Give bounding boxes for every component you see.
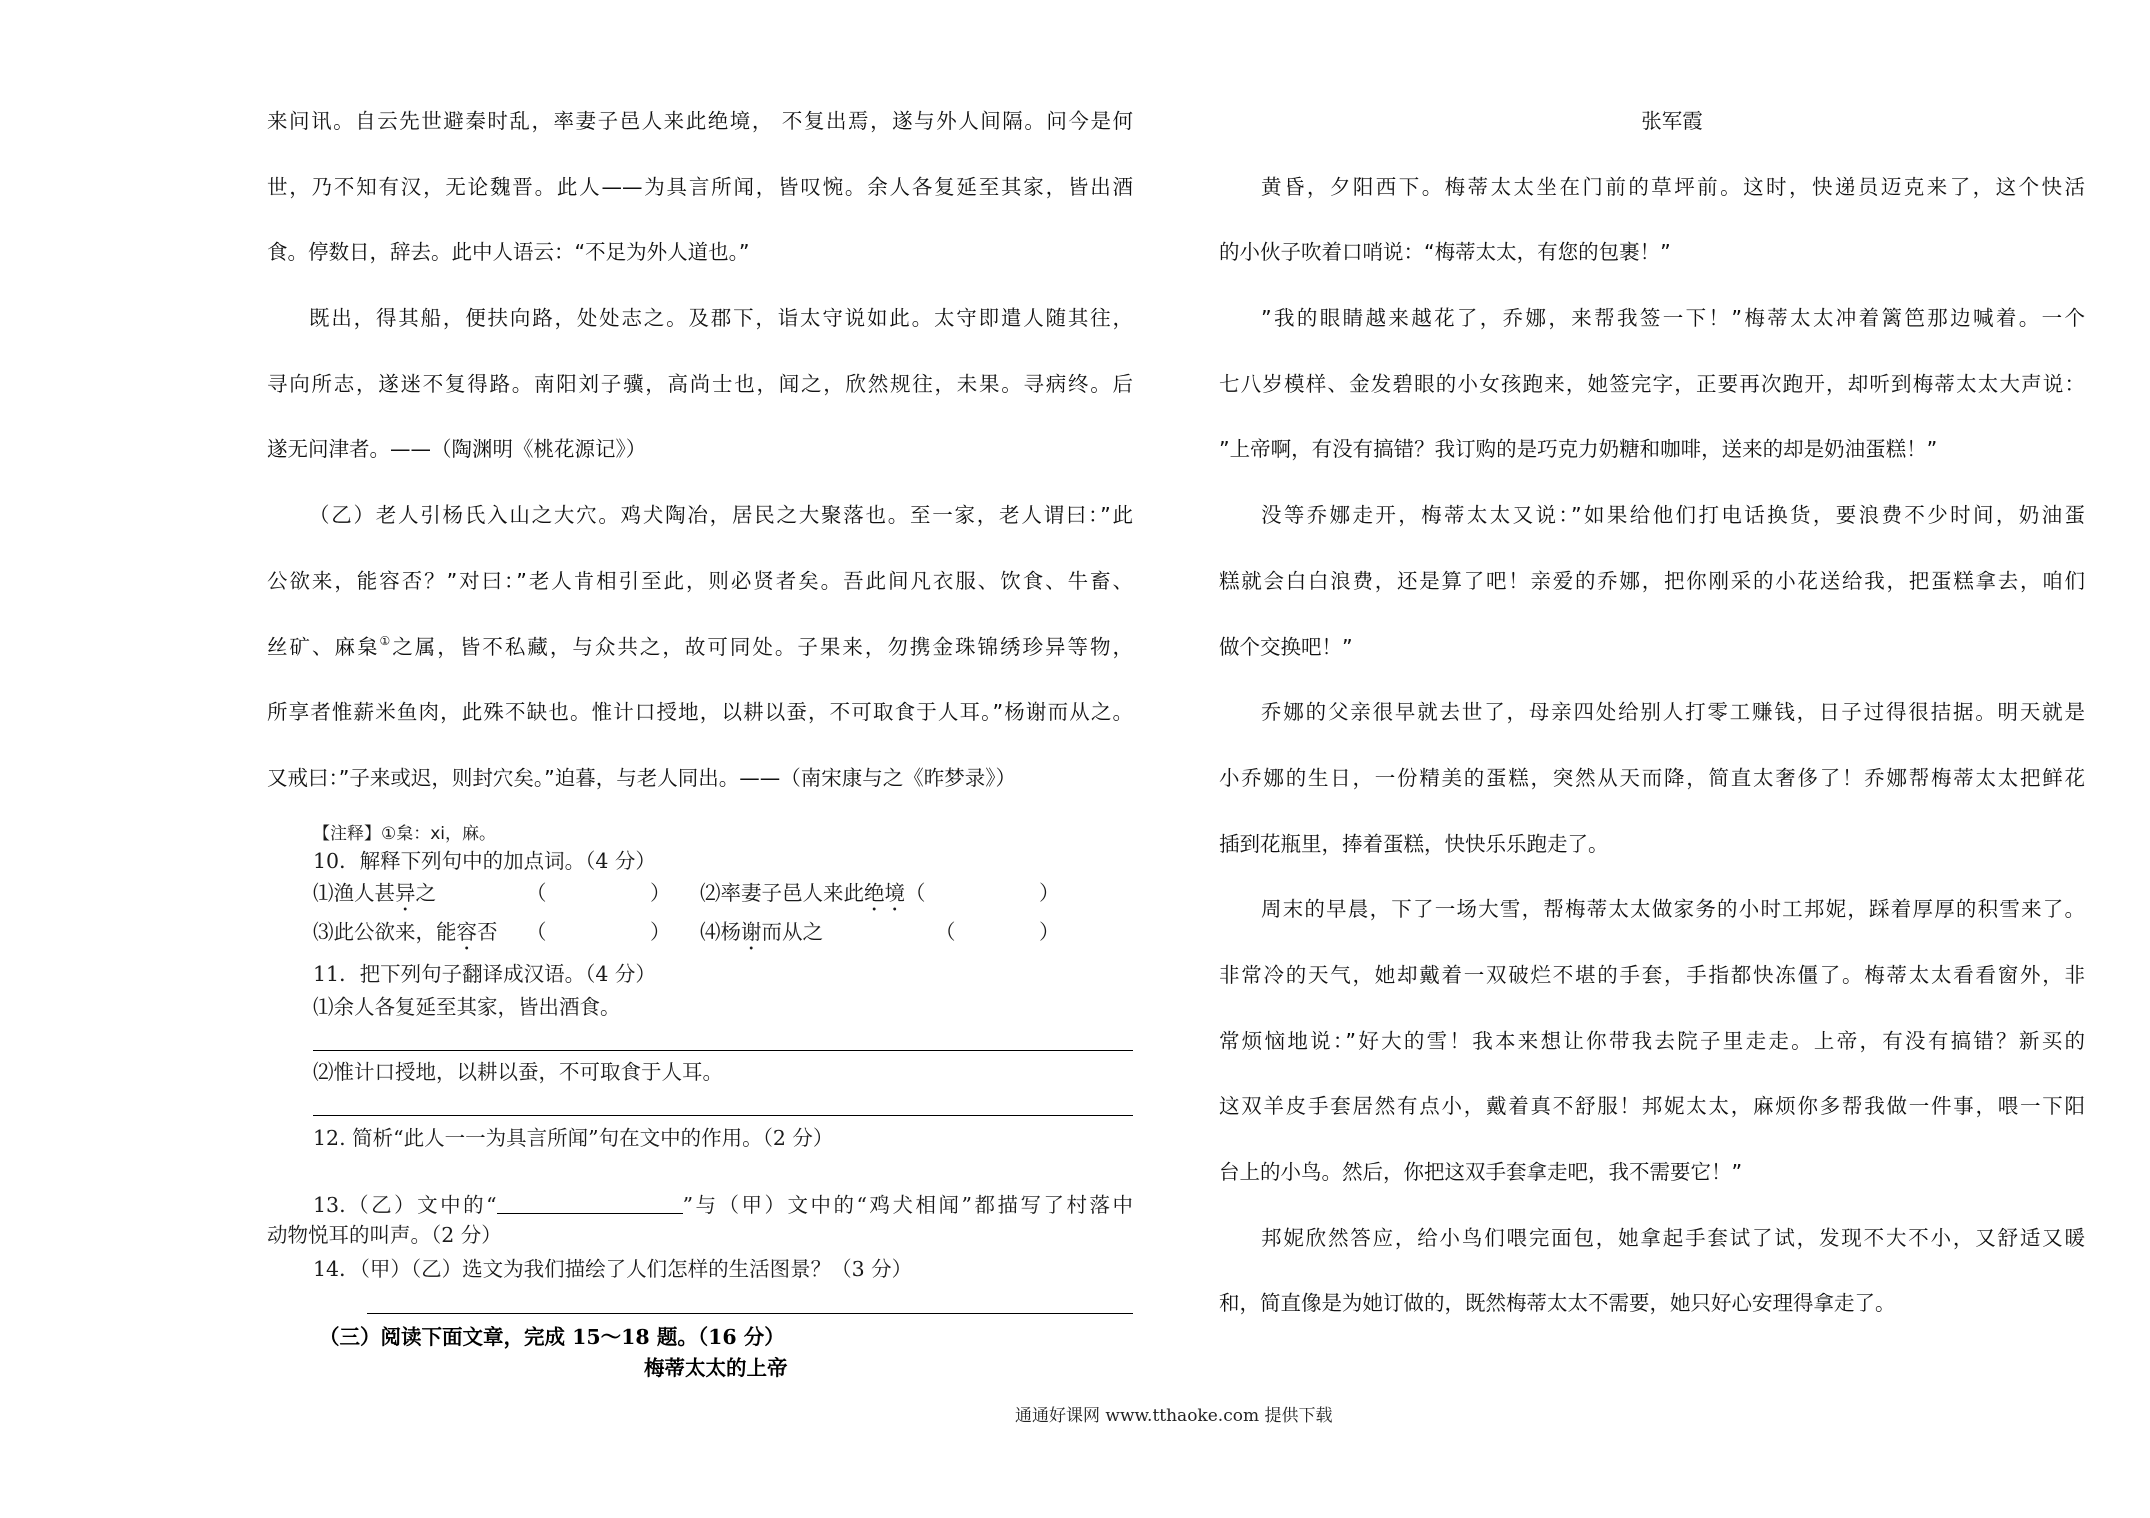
- article-line: 周末的早晨，下了一场大雪，帮梅蒂太太做家务的小时工邦妮，踩着厚厚的积雪来了。: [1261, 897, 2085, 922]
- passage-jia-line: 食。停数日，辞去。此中人语云：“不足为外人道也。”: [267, 240, 750, 265]
- dotted-word: 容: [456, 920, 477, 944]
- article-line: 常烦恼地说：”好大的雪！我本来想让你带我去院子里走走。上帝，有没有搞错？新买的: [1219, 1028, 2085, 1053]
- article-line: 没等乔娜走开，梅蒂太太又说：”如果给他们打电话换货，要浪费不少时间，奶油蛋: [1261, 503, 2085, 528]
- answer-line: [313, 1050, 1133, 1051]
- question-11-sentence-2: ⑵惟计口授地，以耕以蚕，不可取食于人耳。: [313, 1060, 723, 1084]
- question-10-prompt: 10．解释下列句中的加点词。（4 分）: [313, 849, 656, 873]
- article-line: 台上的小鸟。然后，你把这双手套拿走吧，我不需要它！”: [1219, 1160, 1743, 1184]
- dotted-word: 谢: [741, 920, 762, 944]
- article-line: 和，简直像是为她订做的，既然梅蒂太太不需要，她只好心安理得拿走了。: [1219, 1291, 1896, 1316]
- question-13-text: 13.（乙）文中的“: [313, 1193, 497, 1217]
- right-column: [1219, 89, 2085, 1337]
- article-line: 七八岁模样、金发碧眼的小女孩跑来，她签完字，正要再次跑开，却听到梅蒂太太大声说：: [1219, 371, 2085, 396]
- answer-paren-open: （: [526, 920, 547, 944]
- article-line: 做个交换吧！”: [1219, 634, 1353, 659]
- question-10-item-1: [313, 879, 436, 916]
- article-line: 插到花瓶里，捧着蛋糕，快快乐乐跑走了。: [1219, 831, 1609, 856]
- item-text: ⑷杨: [700, 920, 741, 944]
- section-heading: （三）阅读下面文章，完成 15～18 题。（16 分）: [319, 1325, 785, 1349]
- item-text: 之: [415, 881, 436, 905]
- question-10-item-2: [700, 879, 905, 916]
- footnote: 【注释】①枲：xi，麻。: [313, 824, 497, 844]
- question-13-continuation: 动物悦耳的叫声。（2 分）: [267, 1223, 502, 1247]
- question-10-item-3: [313, 918, 498, 955]
- passage-yi-line: 所享者惟薪米鱼肉，此殊不缺也。惟计口授地，以耕以蚕，不可取食于人耳。”杨谢而从之。: [267, 700, 1133, 725]
- question-14: 14．（甲）（乙）选文为我们描绘了人们怎样的生活图景？（3 分）: [313, 1257, 913, 1281]
- answer-line: [367, 1313, 1133, 1314]
- answer-paren-close: ）: [1039, 920, 1060, 944]
- question-11-prompt: 11．把下列句子翻译成汉语。（4 分）: [313, 962, 656, 986]
- answer-paren-close: ）: [650, 881, 671, 905]
- question-13-text: ”与（甲）文中的“鸡犬相闻”都描写了村落中: [682, 1193, 1133, 1217]
- item-text: ⑵率妻子邑人来此: [700, 881, 864, 905]
- passage-yi-line: 公欲来，能容否？”对曰：”老人肯相引至此，则必贤者矣。吾此间凡衣服、饮食、牛畜、: [267, 568, 1133, 593]
- passage-yi-line: （乙）老人引杨氏入山之大穴。鸡犬陶冶，居民之大聚落也。至一家，老人谓曰：”此: [309, 503, 1133, 528]
- question-11-sentence-1: ⑴余人各复延至其家，皆出酒食。: [313, 995, 621, 1019]
- question-10-item-4: [700, 918, 823, 955]
- item-text: ⑴渔人甚: [313, 881, 395, 905]
- left-column: [267, 89, 1133, 812]
- item-text: ⑶此公欲来，能: [313, 920, 457, 944]
- passage-jia-line: 世，乃不知有汉，无论魏晋。此人——为具言所闻，皆叹惋。余人各复延至其家，皆出酒: [267, 174, 1133, 199]
- item-text: 而从之: [761, 920, 823, 944]
- passage-jia-source-line: 遂无问津者。——（陶渊明《桃花源记》）: [267, 437, 647, 462]
- answer-paren-open: （: [905, 881, 926, 905]
- question-13: [313, 1191, 1133, 1219]
- question-10-row: [313, 918, 1133, 946]
- item-text: 否: [477, 920, 498, 944]
- answer-line: [313, 1115, 1133, 1116]
- article-title: 梅蒂太太的上帝: [644, 1356, 788, 1380]
- article-line: 的小伙子吹着口哨说：“梅蒂太太，有您的包裹！”: [1219, 240, 1671, 265]
- question-12: 12. 简析“此人一一为具言所闻”句在文中的作用。（2 分）: [313, 1126, 834, 1150]
- article-author: 张军霞: [1641, 109, 1703, 133]
- answer-paren-open: （: [935, 920, 956, 944]
- passage-jia-line: 既出，得其船，便扶向路，处处志之。及郡下，诣太守说如此。太守即遣人随其往，: [309, 306, 1133, 331]
- article-line: ”我的眼睛越来越花了，乔娜，来帮我签一下！”梅蒂太太冲着篱笆那边喊着。一个: [1261, 306, 2085, 331]
- article-line: 黄昏，夕阳西下。梅蒂太太坐在门前的草坪前。这时，快递员迈克来了，这个快活: [1261, 174, 2085, 199]
- passage-jia-line: 寻向所志，遂迷不复得路。南阳刘子骥，高尚士也，闻之，欣然规往，未果。寻病终。后: [267, 371, 1133, 396]
- answer-paren-close: ）: [650, 920, 671, 944]
- question-10-row: [313, 879, 1133, 907]
- passage-jia-line: 来问讯。自云先世避秦时乱，率妻子邑人来此绝境， 不复出焉，遂与外人间隔。问今是何: [267, 109, 1133, 133]
- article-line: 这双羊皮手套居然有点小，戴着真不舒服！邦妮太太，麻烦你多帮我做一件事，喂一下阳: [1219, 1094, 2085, 1119]
- passage-yi-text: 丝矿、麻枲: [267, 634, 380, 659]
- page-footer: 通通好课网 www.tthaoke.com 提供下载: [1015, 1406, 1333, 1426]
- passage-yi-text: 之属，皆不私藏，与众共之，故可同处。子果来，勿携金珠锦绣珍异等物，: [392, 634, 1133, 659]
- answer-paren-open: （: [526, 881, 547, 905]
- article-line: 乔娜的父亲很早就去世了，母亲四处给别人打零工赚钱，日子过得很拮据。明天就是: [1261, 700, 2085, 725]
- passage-yi-line: [267, 615, 1133, 681]
- article-line: 邦妮欣然答应，给小鸟们喂完面包，她拿起手套试了试，发现不大不小，又舒适又暖: [1261, 1225, 2085, 1250]
- article-line: 糕就会白白浪费，还是算了吧！亲爱的乔娜，把你刚采的小花送给我，把蛋糕拿去，咱们: [1219, 568, 2085, 593]
- dotted-word: 异: [395, 881, 416, 905]
- article-line: 小乔娜的生日，一份精美的蛋糕，突然从天而降，简直太奢侈了！乔娜帮梅蒂太太把鲜花: [1219, 765, 2085, 790]
- answer-paren-close: ）: [1039, 881, 1060, 905]
- fill-in-blank: [497, 1193, 683, 1214]
- dotted-word: 绝境: [864, 881, 905, 905]
- article-line: ”上帝啊，有没有搞错？我订购的是巧克力奶糖和咖啡，送来的却是奶油蛋糕！”: [1219, 437, 1938, 462]
- article-line: 非常冷的天气，她却戴着一双破烂不堪的手套，手指都快冻僵了。梅蒂太太看看窗外，非: [1219, 962, 2085, 987]
- footnote-mark: ①: [379, 633, 393, 648]
- passage-yi-source-line: 又戒曰：”子来或迟，则封穴矣。”迫暮，与老人同出。——（南宋康与之《昨梦录》）: [267, 765, 1016, 790]
